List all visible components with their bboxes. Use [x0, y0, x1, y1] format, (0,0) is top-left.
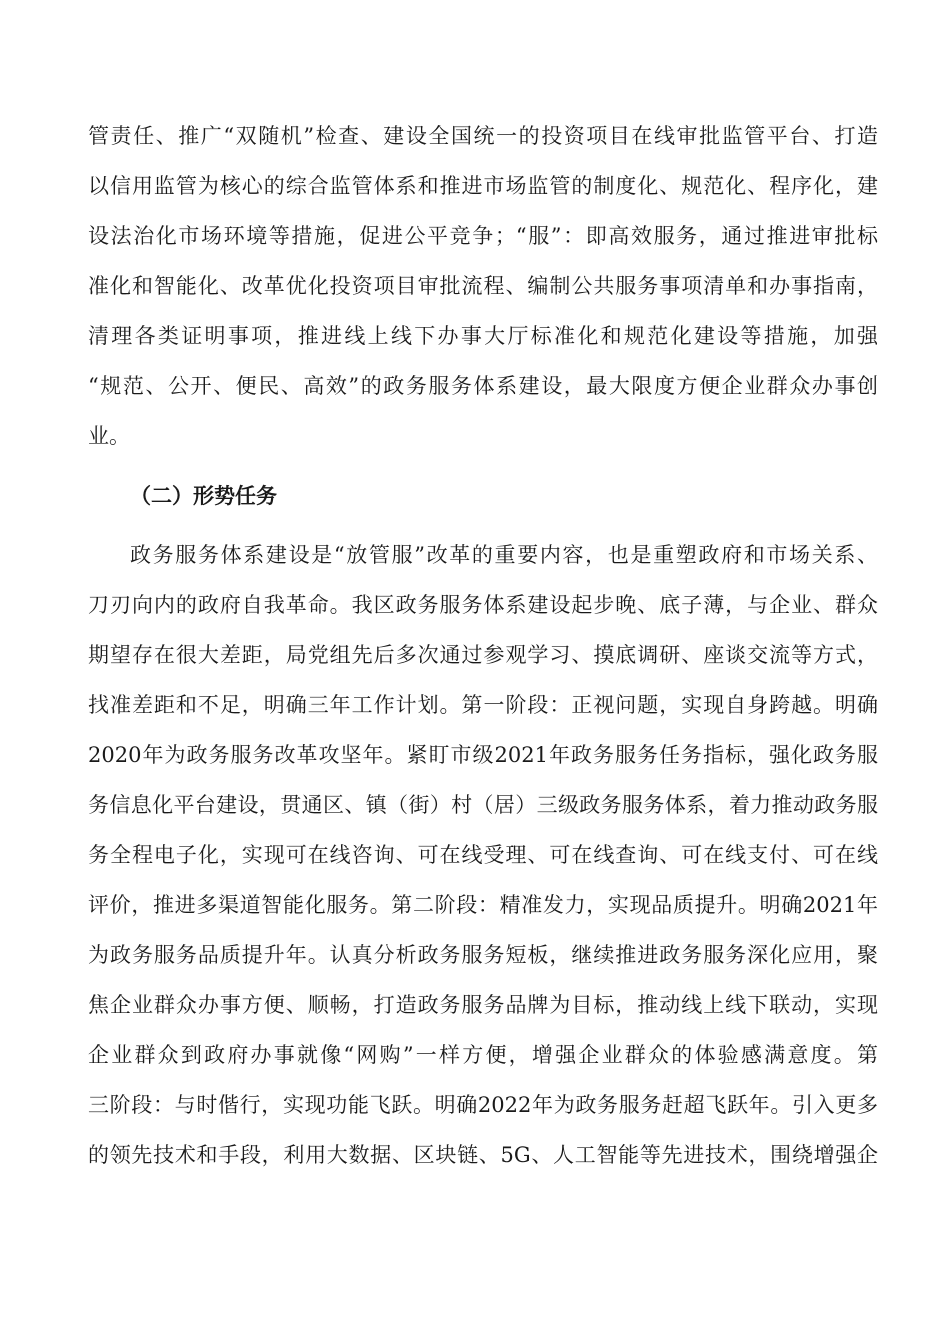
paragraph-2-line: 期望存在很大差距，局党组先后多次通过参观学习、摸底调研、座谈交流等方式， — [88, 643, 878, 667]
paragraph-1-line: 以信用监管为核心的综合监管体系和推进市场监管的制度化、规范化、程序化，建 — [88, 174, 878, 198]
paragraph-1-line: 管责任、推广“双随机”检查、建设全国统一的投资项目在线审批监管平台、打造 — [88, 124, 878, 148]
paragraph-2-line: 评价，推进多渠道智能化服务。第二阶段：精准发力，实现品质提升。明确2021年 — [88, 893, 878, 917]
paragraph-2-line: 的领先技术和手段，利用大数据、区块链、5G、人工智能等先进技术，围绕增强企 — [88, 1143, 878, 1167]
paragraph-1-line: 设法治化市场环境等措施，促进公平竞争；“服”：即高效服务，通过推进审批标 — [88, 224, 878, 248]
paragraph-2-line: 三阶段：与时偕行，实现功能飞跃。明确2022年为政务服务赶超飞跃年。引入更多 — [88, 1093, 878, 1117]
paragraph-2-line: 务全程电子化，实现可在线咨询、可在线受理、可在线查询、可在线支付、可在线 — [88, 843, 878, 867]
paragraph-1-line: “规范、公开、便民、高效”的政务服务体系建设，最大限度方便企业群众办事创 — [88, 374, 878, 398]
paragraph-2-line: 务信息化平台建设，贯通区、镇（街）村（居）三级政务服务体系，着力推动政务服 — [88, 793, 878, 817]
paragraph-2-line: 2020年为政务服务改革攻坚年。紧盯市级2021年政务服务任务指标，强化政务服 — [88, 743, 878, 767]
paragraph-1-line: 清理各类证明事项，推进线上线下办事大厅标准化和规范化建设等措施，加强 — [88, 324, 878, 348]
paragraph-2-line: 为政务服务品质提升年。认真分析政务服务短板，继续推进政务服务深化应用，聚 — [88, 943, 878, 967]
paragraph-2-line: 刀刃向内的政府自我革命。我区政务服务体系建设起步晚、底子薄，与企业、群众 — [88, 593, 878, 617]
paragraph-2-line: 企业群众到政府办事就像“网购”一样方便，增强企业群众的体验感满意度。第 — [88, 1043, 878, 1067]
paragraph-1-line: 准化和智能化、改革优化投资项目审批流程、编制公共服务事项清单和办事指南， — [88, 274, 878, 298]
section-heading: （二）形势任务 — [130, 484, 277, 508]
paragraph-2-line: 找准差距和不足，明确三年工作计划。第一阶段：正视问题，实现自身跨越。明确 — [88, 693, 878, 717]
paragraph-2-line: 政务服务体系建设是“放管服”改革的重要内容，也是重塑政府和市场关系、 — [130, 543, 878, 567]
paragraph-1-line: 业。 — [88, 424, 130, 448]
paragraph-2-line: 焦企业群众办事方便、顺畅，打造政务服务品牌为目标，推动线上线下联动，实现 — [88, 993, 878, 1017]
